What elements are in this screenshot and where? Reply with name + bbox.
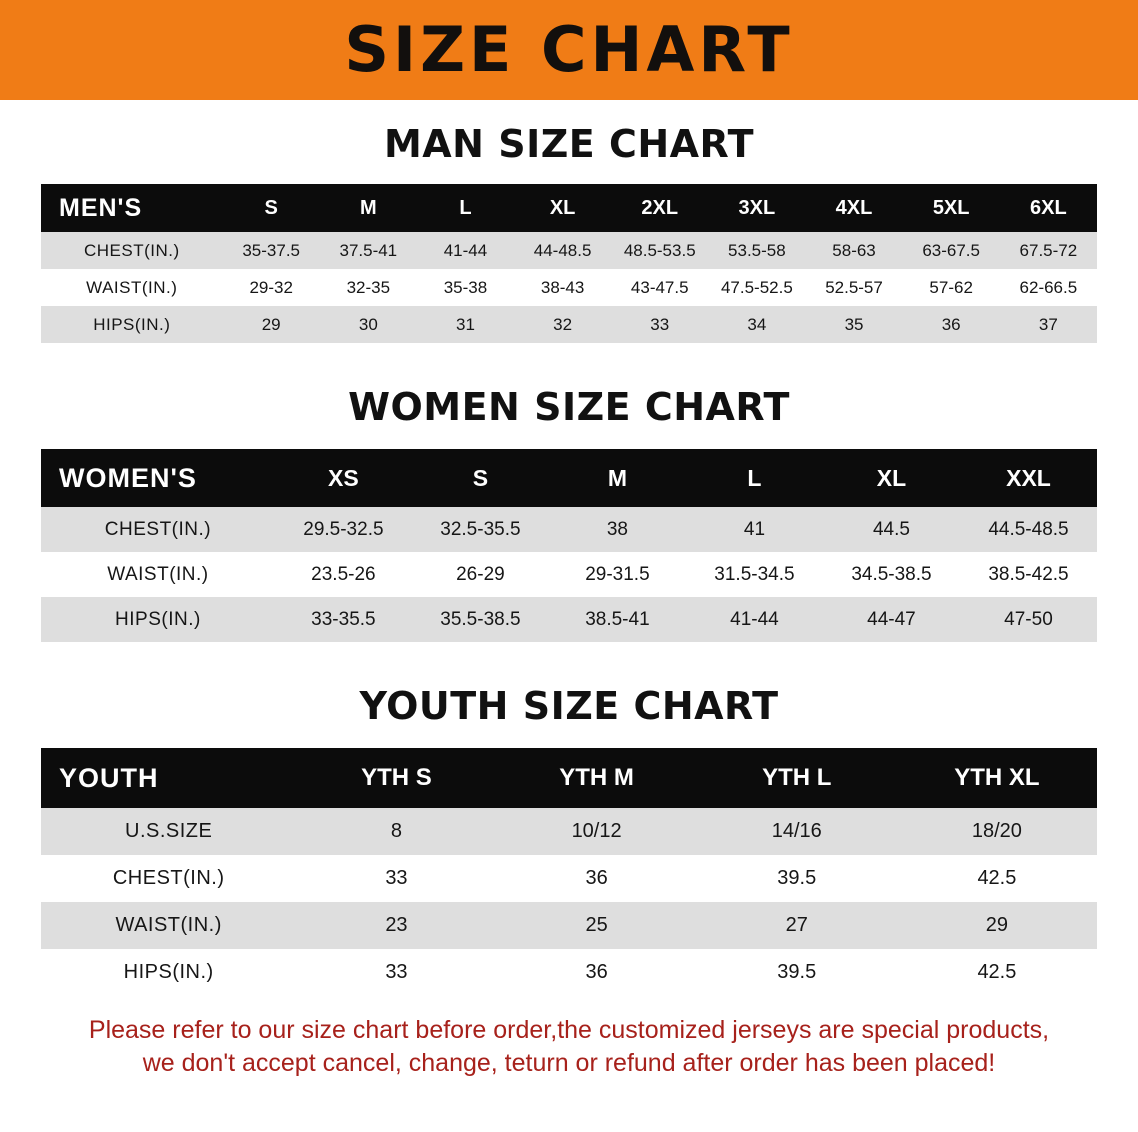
men-cell: 36 <box>903 306 1000 343</box>
women-header-size-2: S <box>412 449 549 507</box>
youth-cell: 42.5 <box>897 949 1097 996</box>
youth-cell: 23 <box>296 902 496 949</box>
women-row-label: CHEST(IN.) <box>41 507 275 552</box>
women-cell: 29.5-32.5 <box>275 507 412 552</box>
youth-row-label: WAIST(IN.) <box>41 902 296 949</box>
youth-header-size-2: YTH M <box>497 748 697 808</box>
men-size-table <box>41 184 1097 343</box>
men-row-label: WAIST(IN.) <box>41 269 223 306</box>
page-title: SIZE CHART <box>344 13 794 86</box>
men-cell: 35 <box>805 306 902 343</box>
youth-cell: 42.5 <box>897 855 1097 902</box>
men-cell: 34 <box>708 306 805 343</box>
men-header-label: MEN'S <box>41 184 223 232</box>
youth-row-label: HIPS(IN.) <box>41 949 296 996</box>
men-size-table-wrap <box>41 184 1097 343</box>
men-cell: 35-37.5 <box>223 232 320 269</box>
men-cell: 44-48.5 <box>514 232 611 269</box>
women-header-size-6: XXL <box>960 449 1097 507</box>
youth-cell: 10/12 <box>497 808 697 855</box>
men-cell: 57-62 <box>903 269 1000 306</box>
men-cell: 63-67.5 <box>903 232 1000 269</box>
men-cell: 30 <box>320 306 417 343</box>
youth-cell: 29 <box>897 902 1097 949</box>
youth-table-row <box>41 855 1097 902</box>
women-cell: 44.5 <box>823 507 960 552</box>
youth-header-label: YOUTH <box>41 748 296 808</box>
women-header-size-1: XS <box>275 449 412 507</box>
women-cell: 44-47 <box>823 597 960 642</box>
women-cell: 38.5-42.5 <box>960 552 1097 597</box>
women-header-label: WOMEN'S <box>41 449 275 507</box>
youth-table-row <box>41 949 1097 996</box>
youth-cell: 39.5 <box>697 949 897 996</box>
man-section-title: MAN SIZE CHART <box>383 122 755 166</box>
men-cell: 31 <box>417 306 514 343</box>
banner <box>0 0 1138 100</box>
women-table-row <box>41 597 1097 642</box>
men-cell: 58-63 <box>805 232 902 269</box>
women-cell: 38 <box>549 507 686 552</box>
men-header-size-6: 3XL <box>708 184 805 232</box>
women-size-table-wrap <box>41 449 1097 642</box>
women-cell: 44.5-48.5 <box>960 507 1097 552</box>
men-cell: 48.5-53.5 <box>611 232 708 269</box>
men-table-head <box>41 184 1097 232</box>
women-header-row <box>41 449 1097 507</box>
women-cell: 41-44 <box>686 597 823 642</box>
women-table-row <box>41 552 1097 597</box>
women-section-title: WOMEN SIZE CHART <box>348 385 790 429</box>
youth-cell: 39.5 <box>697 855 897 902</box>
youth-header-size-4: YTH XL <box>897 748 1097 808</box>
men-cell: 47.5-52.5 <box>708 269 805 306</box>
youth-row-label: CHEST(IN.) <box>41 855 296 902</box>
men-cell: 32 <box>514 306 611 343</box>
women-cell: 31.5-34.5 <box>686 552 823 597</box>
youth-cell: 33 <box>296 949 496 996</box>
youth-cell: 33 <box>296 855 496 902</box>
men-header-row <box>41 184 1097 232</box>
men-cell: 33 <box>611 306 708 343</box>
youth-cell: 27 <box>697 902 897 949</box>
men-header-size-7: 4XL <box>805 184 902 232</box>
men-cell: 67.5-72 <box>1000 232 1097 269</box>
youth-cell: 18/20 <box>897 808 1097 855</box>
women-table-head <box>41 449 1097 507</box>
women-cell: 41 <box>686 507 823 552</box>
women-cell: 38.5-41 <box>549 597 686 642</box>
women-cell: 32.5-35.5 <box>412 507 549 552</box>
youth-header-size-1: YTH S <box>296 748 496 808</box>
note-line-2: we don't accept cancel, change, teturn or refund after order has been placed! <box>142 1049 996 1077</box>
men-table-row <box>41 269 1097 306</box>
note-line-1: Please refer to our size chart before order,the customized jerseys are special products, <box>88 1016 1050 1044</box>
women-row-label: HIPS(IN.) <box>41 597 275 642</box>
youth-size-table <box>41 748 1097 996</box>
women-cell: 35.5-38.5 <box>412 597 549 642</box>
youth-header-row <box>41 748 1097 808</box>
women-cell: 26-29 <box>412 552 549 597</box>
men-header-size-2: M <box>320 184 417 232</box>
women-table-row <box>41 507 1097 552</box>
women-cell: 34.5-38.5 <box>823 552 960 597</box>
women-row-label: WAIST(IN.) <box>41 552 275 597</box>
men-cell: 29 <box>223 306 320 343</box>
women-cell: 33-35.5 <box>275 597 412 642</box>
men-cell: 37 <box>1000 306 1097 343</box>
women-cell: 23.5-26 <box>275 552 412 597</box>
youth-row-label: U.S.SIZE <box>41 808 296 855</box>
men-row-label: CHEST(IN.) <box>41 232 223 269</box>
women-header-size-3: M <box>549 449 686 507</box>
men-cell: 43-47.5 <box>611 269 708 306</box>
youth-table-row <box>41 902 1097 949</box>
youth-cell: 36 <box>497 855 697 902</box>
youth-header-size-3: YTH L <box>697 748 897 808</box>
youth-section-title: YOUTH SIZE CHART <box>359 684 779 728</box>
men-header-size-4: XL <box>514 184 611 232</box>
youth-cell: 14/16 <box>697 808 897 855</box>
men-cell: 37.5-41 <box>320 232 417 269</box>
men-cell: 29-32 <box>223 269 320 306</box>
men-table-body <box>41 232 1097 343</box>
women-header-size-5: XL <box>823 449 960 507</box>
men-table-row <box>41 306 1097 343</box>
women-table-body <box>41 507 1097 642</box>
men-row-label: HIPS(IN.) <box>41 306 223 343</box>
men-cell: 32-35 <box>320 269 417 306</box>
men-header-size-1: S <box>223 184 320 232</box>
youth-size-table-wrap <box>41 748 1097 996</box>
men-cell: 62-66.5 <box>1000 269 1097 306</box>
youth-cell: 8 <box>296 808 496 855</box>
men-header-size-8: 5XL <box>903 184 1000 232</box>
women-header-size-4: L <box>686 449 823 507</box>
men-cell: 52.5-57 <box>805 269 902 306</box>
order-policy-note <box>36 1014 1102 1080</box>
men-cell: 38-43 <box>514 269 611 306</box>
women-cell: 29-31.5 <box>549 552 686 597</box>
youth-cell: 36 <box>497 949 697 996</box>
men-header-size-3: L <box>417 184 514 232</box>
youth-table-body <box>41 808 1097 996</box>
men-table-row <box>41 232 1097 269</box>
youth-table-head <box>41 748 1097 808</box>
men-cell: 35-38 <box>417 269 514 306</box>
women-cell: 47-50 <box>960 597 1097 642</box>
men-cell: 41-44 <box>417 232 514 269</box>
men-header-size-5: 2XL <box>611 184 708 232</box>
men-header-size-9: 6XL <box>1000 184 1097 232</box>
youth-table-row <box>41 808 1097 855</box>
women-size-table <box>41 449 1097 642</box>
youth-cell: 25 <box>497 902 697 949</box>
men-cell: 53.5-58 <box>708 232 805 269</box>
